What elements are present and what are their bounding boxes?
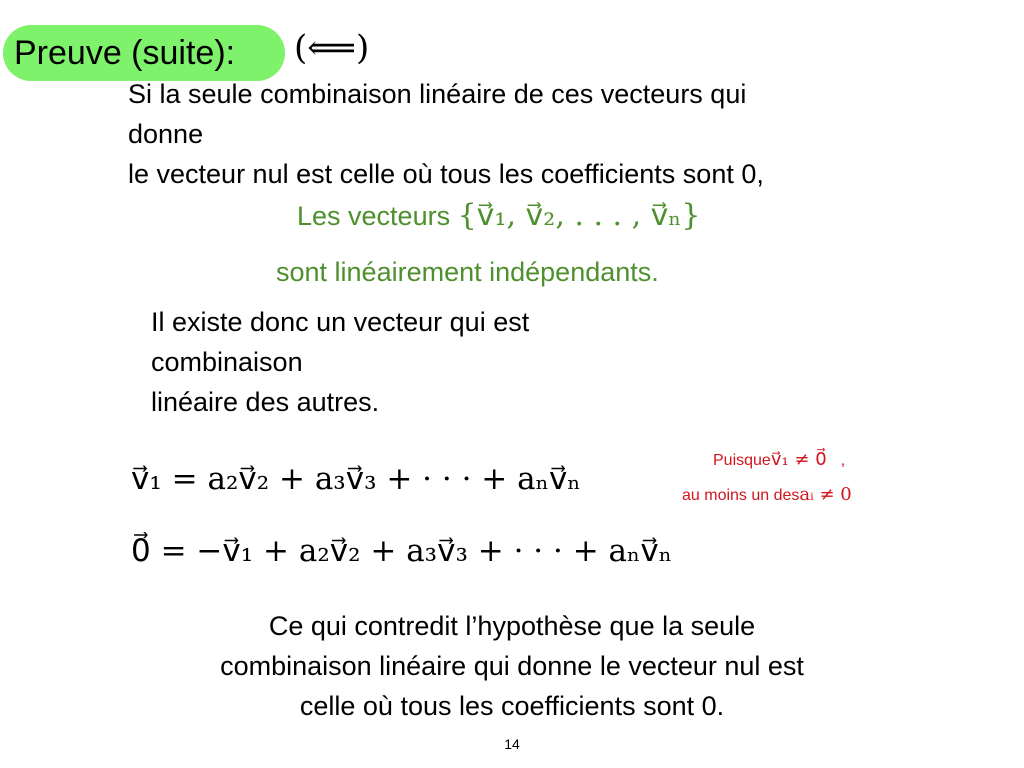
exists-line-2: combinaison (151, 347, 303, 377)
final-line-2: combinaison linéaire qui donne le vecteur nul est (220, 651, 804, 681)
slide-title: Preuve (suite): (14, 34, 236, 72)
vectors-label: Les vecteurs (297, 201, 451, 231)
hypothesis-paragraph (128, 74, 1008, 194)
exists-line-1: Il existe donc un vecteur qui est (151, 307, 530, 337)
equation-zero: 0⃗ = −v⃗₁ + a₂v⃗₂ + a₃v⃗₃ + · · · + aₙv⃗ₙ (131, 533, 673, 569)
implication-symbol: (⟸) (294, 28, 370, 68)
final-conclusion (112, 606, 912, 726)
independence-statement: sont linéairement indépendants. (276, 257, 659, 287)
exists-line-3: linéaire des autres. (151, 387, 380, 417)
final-line-3: celle où tous les coefficients sont 0. (299, 691, 725, 721)
exists-paragraph (151, 302, 691, 422)
final-line-1: Ce qui contredit l’hypothèse que la seule (268, 611, 756, 641)
hypothesis-line-3: le vecteur nul est celle où tous les coefficients sont 0, (128, 159, 764, 189)
note-line-1 (713, 449, 845, 472)
note-ai-nonzero: aᵢ ≠ 0 (799, 484, 852, 505)
equation-v1: v⃗₁ = a₂v⃗₂ + a₃v⃗₃ + · · · + aₙv⃗ₙ (131, 461, 581, 497)
page-number: 14 (504, 736, 520, 752)
note-comma: , (840, 452, 846, 469)
note-line-2 (682, 484, 852, 507)
vector-set: {v⃗₁, v⃗₂, . . . , v⃗ₙ} (457, 198, 701, 233)
vectors-statement (297, 196, 701, 236)
hypothesis-line-2: donne (128, 119, 204, 149)
note-puisque: Puisque (713, 452, 771, 469)
hypothesis-line-1: Si la seule combinaison linéaire de ces vecteurs qui (128, 79, 747, 109)
note-v1-nonzero: v⃗₁ ≠ 0⃗ (770, 449, 827, 470)
note-au-moins: au moins un des (682, 487, 800, 504)
